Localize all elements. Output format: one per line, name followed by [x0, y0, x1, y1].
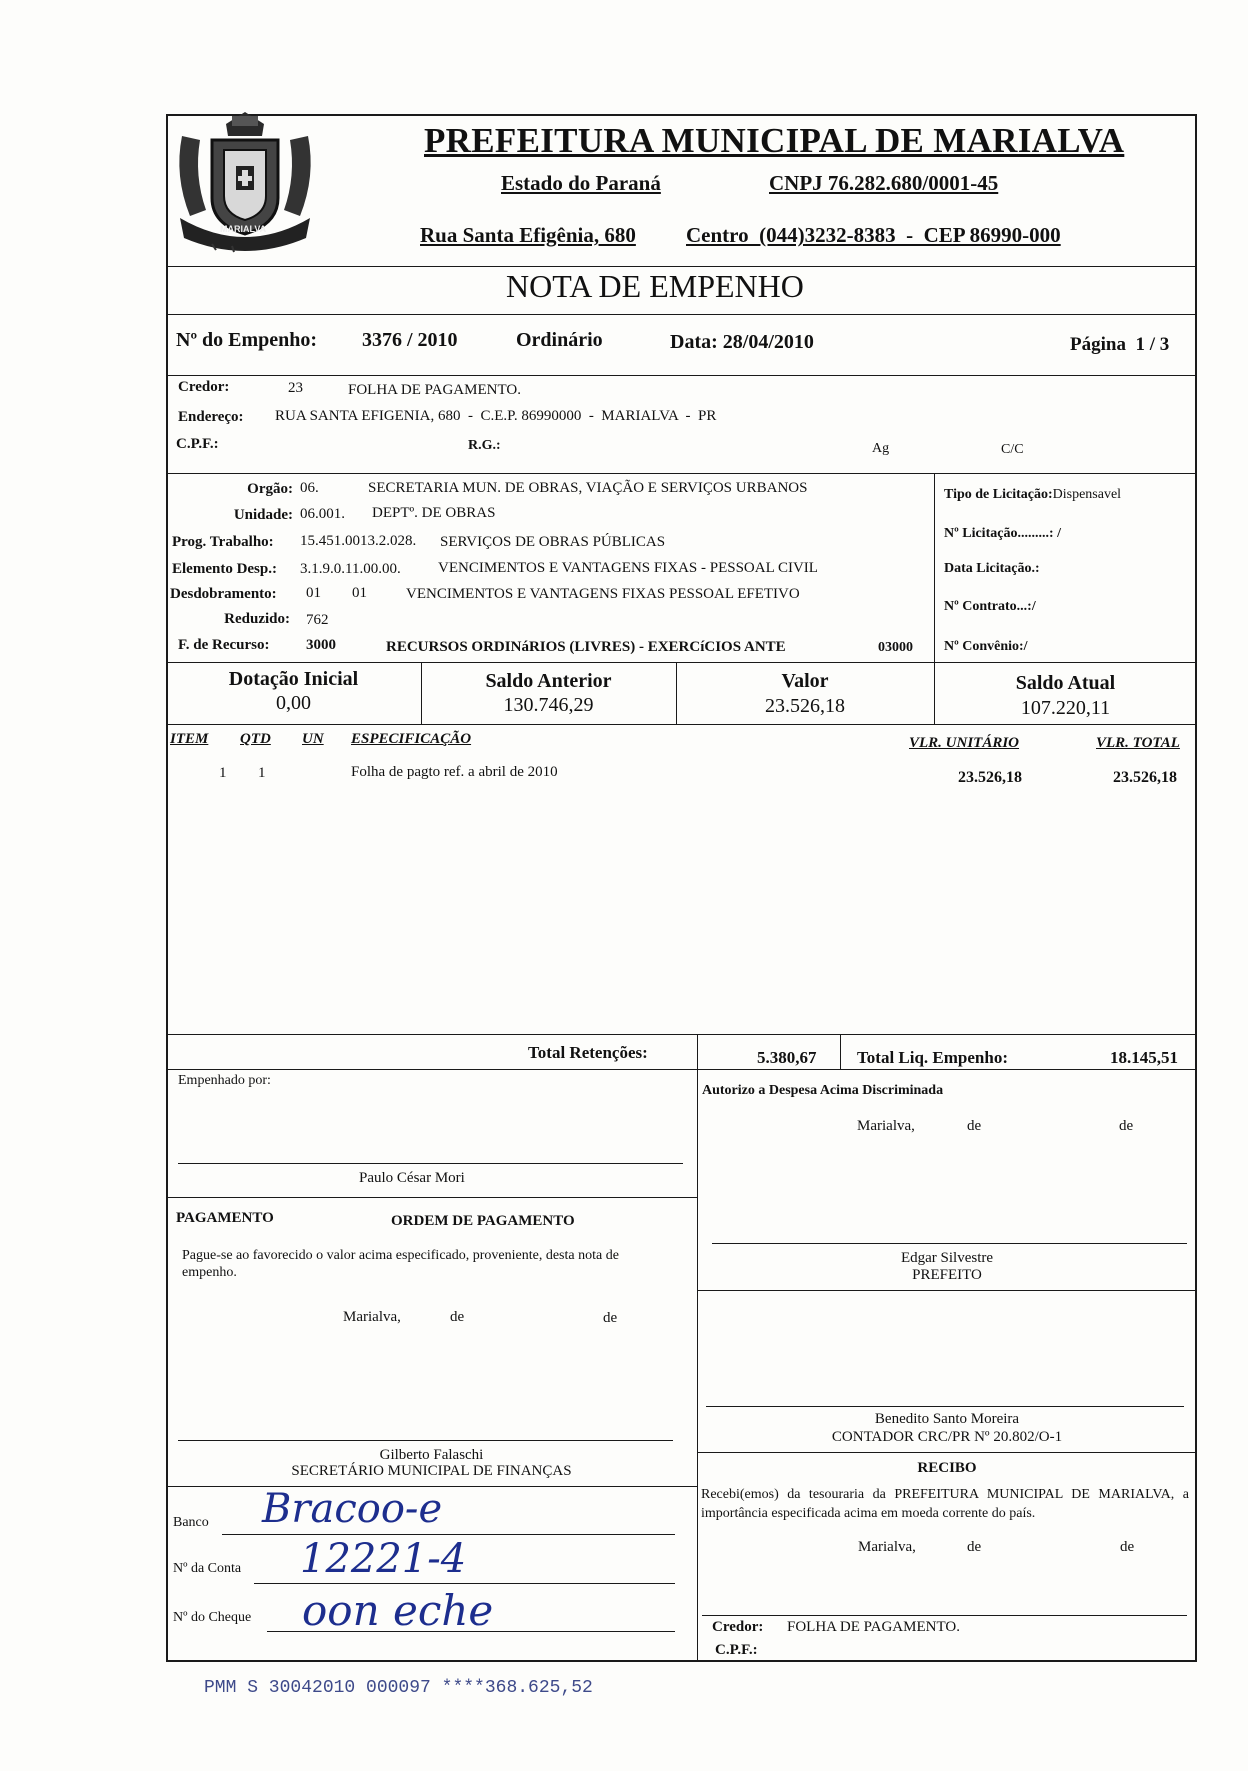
dotacao-inicial-value: 0,00: [276, 692, 311, 714]
col-vlr-total: VLR. TOTAL: [1096, 735, 1180, 751]
col-qtd: QTD: [240, 731, 271, 747]
empenho-type: Ordinário: [516, 329, 603, 351]
recurso-label: F. de Recurso:: [178, 637, 270, 653]
secretario-role: SECRETÁRIO MUNICIPAL DE FINANÇAS: [291, 1463, 572, 1479]
orgao-code: 06.: [300, 480, 319, 496]
cpf-label: C.P.F.:: [176, 436, 219, 452]
item-especificacao: Folha de pagto ref. a abril de 2010: [351, 764, 558, 780]
reduzido-label: Reduzido:: [224, 611, 290, 627]
licitacao-type: [944, 487, 1121, 503]
licitacao-number: Nº Licitação.........: /: [944, 526, 1061, 541]
recibo-cpf-label: C.P.F.:: [715, 1642, 758, 1658]
autorizo-de-1: de: [967, 1118, 982, 1134]
convenio-number: Nº Convênio:/: [944, 639, 1028, 654]
orgao-name: SECRETARIA MUN. DE OBRAS, VIAÇÃO E SERVIÇOS URBANOS: [368, 480, 808, 496]
recibo-text: Recebi(emos) da tesouraria da PREFEITURA MUNICIPAL DE MARIALVA, a importância especificada acima em moeda corrente do país.: [701, 1487, 1189, 1521]
secretario-name: Gilberto Falaschi: [379, 1447, 484, 1463]
total-liq-label: Total Liq. Empenho:: [857, 1048, 1008, 1067]
cnpj: CNPJ 76.282.680/0001-45: [769, 171, 999, 195]
desdobramento-code-b: 01: [352, 585, 367, 601]
total-liq-value: 18.145,51: [1110, 1048, 1178, 1067]
credor-code: 23: [288, 380, 303, 396]
saldo-anterior-value: 130.746,29: [503, 694, 594, 716]
dotacao-inicial-label: Dotação Inicial: [228, 668, 359, 690]
prefeitura-title: PREFEITURA MUNICIPAL DE MARIALVA: [424, 121, 1125, 160]
cheque-label: Nº do Cheque: [173, 1610, 252, 1625]
unidade-code: 06.001.: [300, 506, 345, 522]
autorizo-place: Marialva,: [857, 1118, 915, 1134]
desdobramento-name: VENCIMENTOS E VANTAGENS FIXAS PESSOAL EFETIVO: [406, 586, 800, 602]
col-item: ITEM: [170, 731, 209, 747]
prefeito-role: PREFEITO: [912, 1267, 982, 1283]
prefeito-name: Edgar Silvestre: [900, 1250, 994, 1266]
banco-label: Banco: [173, 1515, 209, 1530]
saldo-anterior-label: Saldo Anterior: [485, 670, 612, 692]
pagamento-label: PAGAMENTO: [176, 1210, 274, 1226]
cheque-handwritten: oon eche: [302, 1586, 494, 1635]
banco-handwritten: Bracoo-e: [262, 1486, 443, 1532]
prog-code: 15.451.0013.2.028.: [300, 533, 417, 549]
unidade-name: DEPTº. DE OBRAS: [372, 505, 496, 521]
desdobramento-code-a: 01: [306, 585, 321, 601]
street-address: Rua Santa Efigênia, 680: [420, 223, 636, 247]
total-retencoes-value: 5.380,67: [757, 1048, 817, 1067]
page-number: Página 1 / 3: [1070, 334, 1170, 355]
empenho-number: 3376 / 2010: [362, 329, 458, 351]
valor-label: Valor: [781, 670, 829, 692]
credor-address: RUA SANTA EFIGENIA, 680 - C.E.P. 86990000 - MARIALVA - PR: [275, 408, 717, 424]
endereco-label: Endereço:: [178, 409, 244, 425]
unidade-label: Unidade:: [233, 507, 293, 523]
state-name: Estado do Paraná: [501, 171, 661, 195]
autorizo-de-2: de: [1119, 1118, 1134, 1134]
agency-label: Ag: [872, 441, 890, 456]
elemento-name: VENCIMENTOS E VANTAGENS FIXAS - PESSOAL CIVIL: [438, 560, 818, 576]
licitacao-type-label: Tipo de Licitação:: [944, 487, 1053, 502]
recibo-credor-name: FOLHA DE PAGAMENTO.: [787, 1619, 960, 1635]
elemento-code: 3.1.9.0.11.00.00.: [300, 561, 401, 577]
footer-code: PMM S 30042010 000097 ****368.625,52: [204, 1678, 593, 1698]
recibo-de-1: de: [967, 1539, 982, 1555]
recurso-code: 3000: [306, 637, 336, 653]
conta-handwritten: 12221-4: [300, 1536, 467, 1582]
recurso-name: RECURSOS ORDINáRIOS (LIVRES) - EXERCíCIOS ANTE: [386, 639, 786, 655]
recibo-label: RECIBO: [917, 1460, 977, 1476]
conta-label: Nº da Conta: [173, 1561, 242, 1576]
col-vlr-unitario: VLR. UNITÁRIO: [909, 735, 1020, 751]
item-vlr-unitario: 23.526,18: [958, 769, 1022, 786]
col-un: UN: [302, 731, 324, 747]
col-especificacao: ESPECIFICAÇÃO: [351, 731, 472, 747]
document-title: NOTA DE EMPENHO: [506, 268, 804, 304]
pagamento-text: Pague-se ao favorecido o valor acima especificado, proveniente, desta nota de empenho.: [182, 1248, 619, 1280]
pagamento-de-2: de: [603, 1310, 618, 1326]
contador-name: Benedito Santo Moreira: [874, 1411, 1020, 1427]
empenho-date: Data: 28/04/2010: [670, 331, 814, 353]
orgao-label: Orgão:: [247, 481, 293, 497]
empenho-number-label: Nº do Empenho:: [176, 329, 318, 351]
credor-name: FOLHA DE PAGAMENTO.: [348, 382, 521, 398]
credor-label: Credor:: [178, 379, 230, 395]
recibo-place: Marialva,: [858, 1539, 916, 1555]
saldo-atual-value: 107.220,11: [1020, 697, 1111, 719]
elemento-label: Elemento Desp.:: [172, 561, 277, 577]
ordem-pagamento-label: ORDEM DE PAGAMENTO: [391, 1213, 575, 1229]
recibo-de-2: de: [1120, 1539, 1135, 1555]
reduzido-value: 762: [306, 612, 329, 628]
phone-cep: Centro (044)3232-8383 - CEP 86990-000: [686, 223, 1061, 247]
recurso-code-2: 03000: [878, 640, 913, 655]
contrato-number: Nº Contrato...:/: [944, 599, 1036, 614]
contador-role: CONTADOR CRC/PR Nº 20.802/O-1: [831, 1429, 1063, 1445]
empenhado-label: Empenhado por:: [178, 1073, 271, 1088]
empenhado-name: Paulo César Mori: [359, 1170, 465, 1186]
valor-value: 23.526,18: [765, 695, 845, 717]
licitacao-date: Data Licitação.:: [944, 561, 1040, 576]
pagamento-de-1: de: [450, 1309, 465, 1325]
licitacao-type-value: Dispensavel: [1052, 487, 1122, 502]
recibo-credor-label: Credor:: [712, 1619, 764, 1635]
crest-lettering: MARIALVA: [220, 224, 267, 234]
item-number: 1: [219, 765, 227, 781]
prog-name: SERVIÇOS DE OBRAS PÚBLICAS: [440, 534, 666, 550]
saldo-atual-label: Saldo Atual: [1015, 672, 1116, 694]
rg-label: R.G.:: [468, 438, 501, 453]
total-retencoes-label: Total Retenções:: [528, 1043, 648, 1062]
account-label: C/C: [1001, 442, 1024, 457]
desdobramento-label: Desdobramento:: [170, 586, 277, 602]
item-vlr-total: 23.526,18: [1113, 769, 1177, 786]
item-qtd: 1: [258, 765, 266, 781]
prog-label: Prog. Trabalho:: [172, 534, 274, 550]
pagamento-place: Marialva,: [343, 1309, 401, 1325]
autorizo-label: Autorizo a Despesa Acima Discriminada: [702, 1083, 944, 1098]
